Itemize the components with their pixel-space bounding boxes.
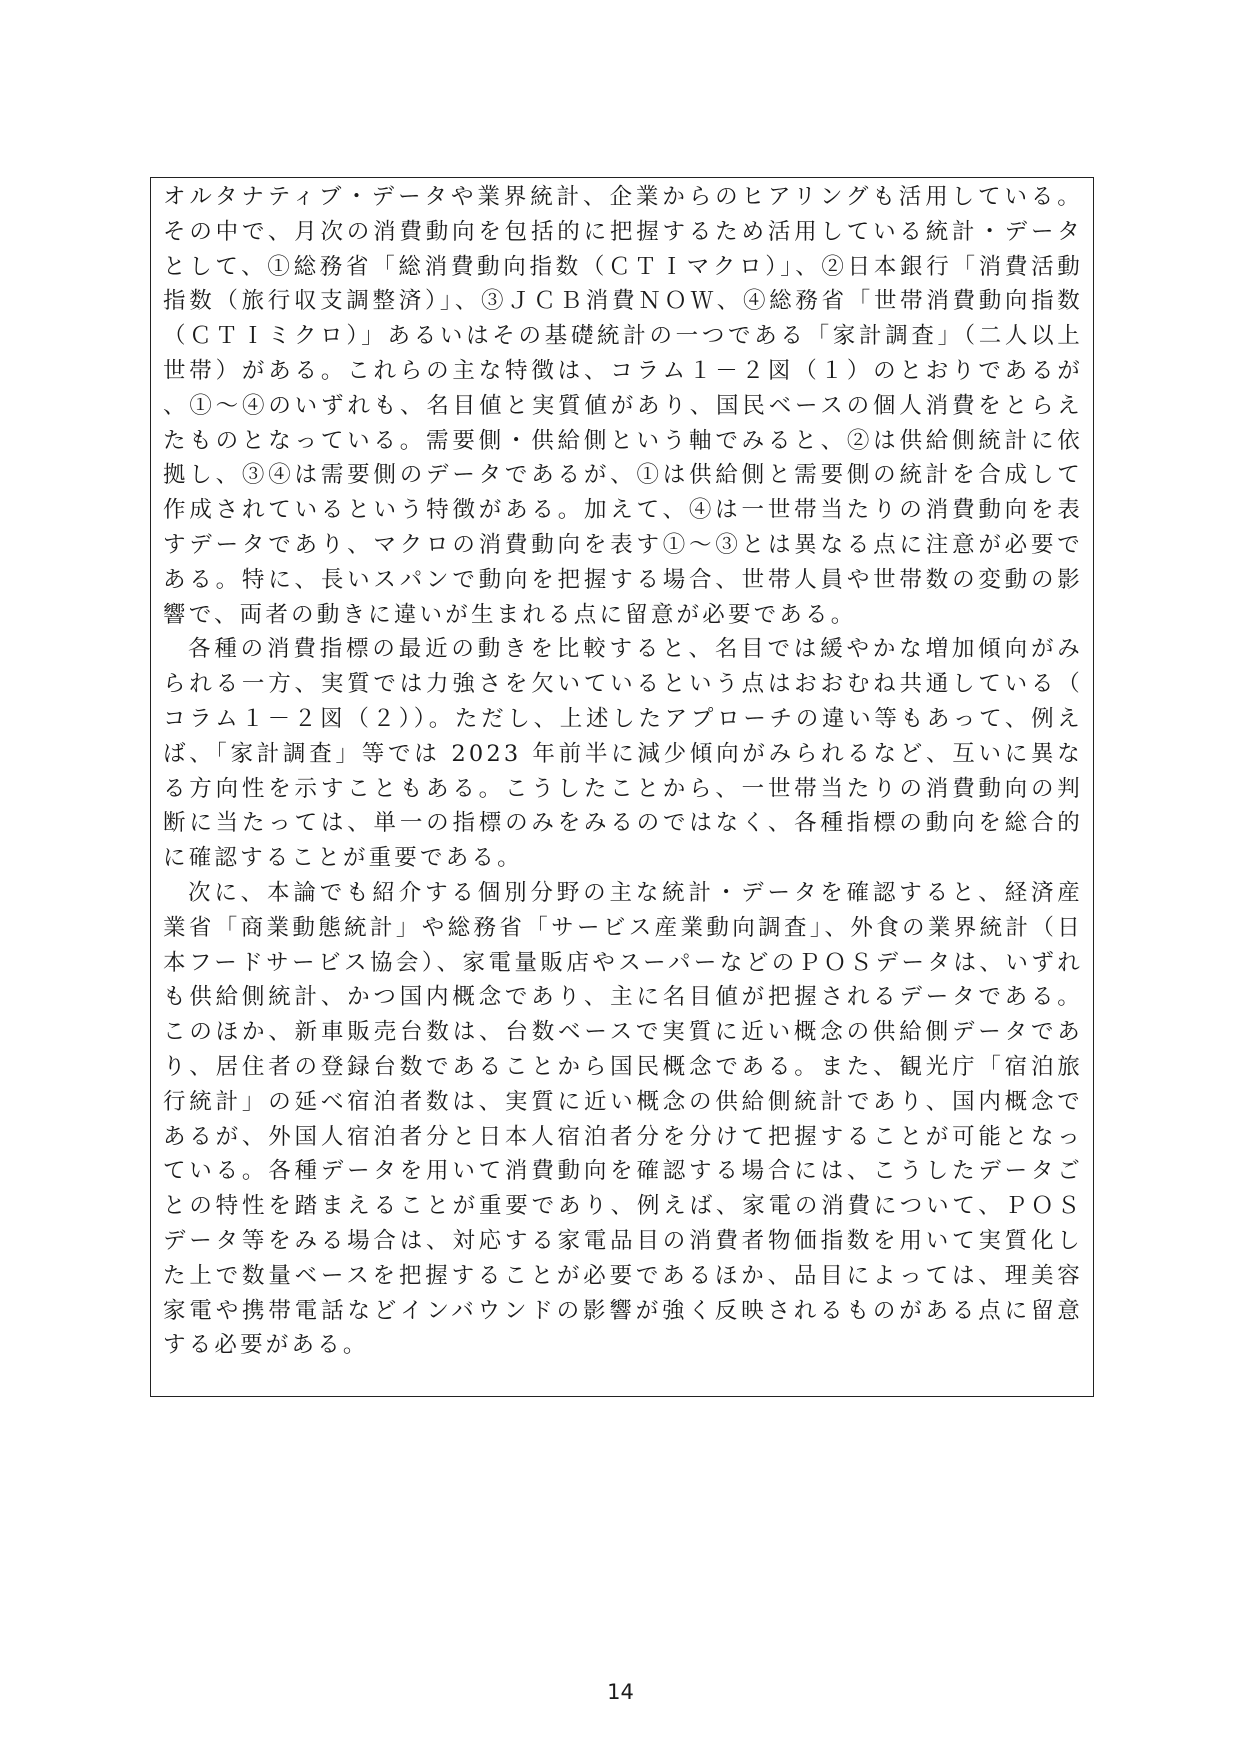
column-paragraph-2: 各種の消費指標の最近の動きを比較すると、名目では緩やかな増加傾向がみられる一方、実質では力強さを欠いているという点はおおむね共通している（コラム１－２図（２））。ただし、上述したアプローチの違い等もあって、例えば、「家計調査」等では 2023 年前半に減少傾向がみられるなど、互いに異なる方向性を示すこともある。こうしたことから、一世帯当たりの消費動向の判断に当たっては、単一の指標のみをみるのではなく、各種指標の動向を総合的に確認することが重要である。 (163, 636, 1083, 872)
column-box (150, 177, 1094, 1397)
column-paragraph-1: オルタナティブ・データや業界統計、企業からのヒアリングも活用している。その中で、月次の消費動向を包括的に把握するため活用している統計・データとして、①総務省「総消費動向指数（ＣＴＩマクロ）」、②日本銀行「消費活動指数（旅行収支調整済）」、③ＪＣＢ消費ＮＯＷ、④総務省「世帯消費動向指数（ＣＴＩミクロ）」あるいはその基礎統計の一つである「家計調査」（二人以上世帯）がある。これらの主な特徴は、コラム１－２図（１）のとおりであるが、①～④のいずれも、名目値と実質値があり、国民ベースの個人消費をとらえたものとなっている。需要側・供給側という軸でみると、②は供給側統計に依拠し、③④は需要側のデータであるが、①は供給側と需要側の統計を合成して作成されているという特徴がある。加えて、④は一世帯当たりの消費動向を表すデータであり、マクロの消費動向を表す①～③とは異なる点に注意が必要である。特に、長いスパンで動向を把握する場合、世帯人員や世帯数の変動の影響で、両者の動きに違いが生まれる点に留意が必要である。 (163, 184, 1083, 628)
page-number: 14 (607, 1680, 634, 1704)
column-paragraph-3: 次に、本論でも紹介する個別分野の主な統計・データを確認すると、経済産業省「商業動態統計」や総務省「サービス産業動向調査」、外食の業界統計（日本フードサービス協会）、家電量販店やスーパーなどのＰＯＳデータは、いずれも供給側統計、かつ国内概念であり、主に名目値が把握されるデータである。このほか、新車販売台数は、台数ベースで実質に近い概念の供給側データであり、居住者の登録台数であることから国民概念である。また、観光庁「宿泊旅行統計」の延べ宿泊者数は、実質に近い概念の供給側統計であり、国内概念であるが、外国人宿泊者分と日本人宿泊者分を分けて把握することが可能となっている。各種データを用いて消費動向を確認する場合には、こうしたデータごとの特性を踏まえることが重要であり、例えば、家電の消費について、ＰＯＳデータ等をみる場合は、対応する家電品目の消費者物価指数を用いて実質化した上で数量ベースを把握することが必要であるほか、品目によっては、理美容家電や携帯電話などインバウンドの影響が強く反映されるものがある点に留意する必要がある。 (163, 879, 1083, 1359)
